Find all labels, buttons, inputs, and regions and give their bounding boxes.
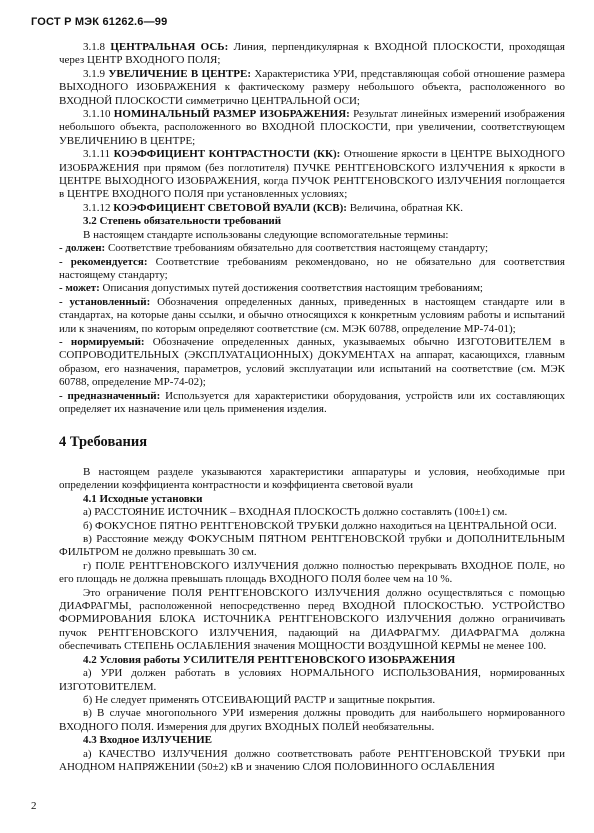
list-item: б) Не следует применять ОТСЕИВАЮЩИЙ РАСТР и защитные покрытия.: [83, 693, 436, 706]
list-item: в) В случае многопольного УРИ измерения должны проводить для наибольшего нормированного ВХОДНОГО ПОЛЯ. Измерения для других ВХОДНЫХ ПОЛЕЙ необязательны.: [59, 707, 565, 733]
definition-3-1-9: 3.1.9 УВЕЛИЧЕНИЕ В ЦЕНТРЕ: Характеристика УРИ, представляющая собой отношение размера ВЫХОДНОГО ИЗОБРАЖЕНИЯ к фактическому размеру небольшого объекта, расположенного во ВХОДНОЙ ПЛОСКОСТИ симметрично ЦЕНТРАЛЬНОЙ ОСИ;: [59, 67, 565, 107]
page-number: 2: [31, 800, 37, 812]
section-4-2-heading: 4.2 Условия работы УСИЛИТЕЛЯ РЕНТГЕНОВСКОГО ИЗОБРАЖЕНИЯ: [83, 653, 456, 666]
definitions-block: [59, 41, 565, 416]
list-item: г) ПОЛЕ РЕНТГЕНОВСКОГО ИЗЛУЧЕНИЯ должно полностью перекрывать ВХОДНОЕ ПОЛЕ, но его площадь не должна превышать площадь ВХОДНОГО ПОЛЯ более чем на 10 %.: [59, 559, 565, 586]
term-item: - установленный: Обозначения определенных данных, приведенных в настоящем стандарте или в стандартах, на которые даны ссылки, и обычно относящихся к конкретным условиям работы и испытаний или к значениям, по которым определяют соответствие (см. МЭК 60788, определение МР-74-01);: [59, 295, 565, 335]
section-3-2-intro: В настоящем стандарте использованы следующие вспомогательные термины:: [83, 228, 449, 241]
section-4-heading: 4 Требования: [59, 434, 148, 450]
section-3-2-heading: 3.2 Степень обязательности требований: [83, 215, 282, 228]
term-item: - может: Описания допустимых путей достижения соответствия настоящим требованиям;: [59, 282, 483, 295]
list-item: а) РАССТОЯНИЕ ИСТОЧНИК – ВХОДНАЯ ПЛОСКОСТЬ должно составлять (100±1) см.: [83, 506, 508, 519]
term-item: - нормируемый: Обозначение определенных данных, указываемых обычно ИЗГОТОВИТЕЛЕМ в СОПРОВОДИТЕЛЬНЫХ (ЭКСПЛУАТАЦИОННЫХ) ДОКУМЕНТАХ на аппарат, касающихся, главным образом, его назначения, параметров, условий эксплуатации или испытаний на соответствие (см. МЭК 60788, определение МР-74-02);: [59, 335, 565, 389]
page-header: ГОСТ Р МЭК 61262.6—99: [31, 16, 168, 28]
definition-3-1-11: 3.1.11 КОЭФФИЦИЕНТ КОНТРАСТНОСТИ (КК): Отношение яркости в ЦЕНТРЕ ВЫХОДНОГО ИЗОБРАЖЕНИЯ при прямом (без поглотителя) ПУЧКЕ РЕНТГЕНОВСКОГО ИЗЛУЧЕНИЯ к яркости в ЦЕНТРЕ ВЫХОДНОГО ИЗОБРАЖЕНИЯ, когда ПУЧОК РЕНТГЕНОВСКОГО ИЗЛУЧЕНИЯ поглощается в ЦЕНТРЕ ВХОДНОГО ПОЛЯ при установленных условиях;: [59, 148, 566, 201]
term-item: - предназначенный: Используется для характеристики оборудования, устройств или их составляющих определяет их назначение или цель применения изделия.: [59, 389, 565, 415]
note-paragraph: Это ограничение ПОЛЯ РЕНТГЕНОВСКОГО ИЗЛУЧЕНИЯ должно осуществляться с помощью ДИАФРАГМЫ, расположенной непосредственно перед ВХОДНОЙ ПЛОСКОСТЬЮ. УСТРОЙСТВО ФОРМИРОВАНИЯ БЛОКА ИСТОЧНИКА РЕНТГЕНОВСКОГО ИЗЛУЧЕНИЯ должно ограничивать пучок РЕНТГЕНОВСКОГО ИЗЛУЧЕНИЯ, падающий на ДИАФРАГМУ. ДИАФРАГМА должна обеспечивать СТЕПЕНЬ ОСЛАБЛЕНИЯ значения МОЩНОСТИ ВОЗДУШНОЙ КЕРМЫ не менее 100.: [59, 586, 565, 653]
list-item: в) Расстояние между ФОКУСНЫМ ПЯТНОМ РЕНТГЕНОВСКОЙ трубки и ДОПОЛНИТЕЛЬНЫМ ФИЛЬТРОМ не должно превышать 30 см.: [59, 533, 565, 559]
term-item: - должен: Соответствие требованиям обязательно для соответствия настоящему стандарту;: [59, 242, 489, 255]
section-4-body: [59, 466, 565, 774]
definition-3-1-12: 3.1.12 КОЭФФИЦИЕНТ СВЕТОВОЙ ВУАЛИ (КСВ): Величина, обратная КК.: [83, 201, 464, 214]
section-4-1-heading: 4.1 Исходные установки: [83, 492, 203, 505]
list-item: а) УРИ должен работать в условиях НОРМАЛЬНОГО ИСПОЛЬЗОВАНИЯ, нормированных ИЗГОТОВИТЕЛЕМ.: [59, 667, 565, 693]
section-4-3-heading: 4.3 Входное ИЗЛУЧЕНИЕ: [83, 734, 212, 747]
list-item: а) КАЧЕСТВО ИЗЛУЧЕНИЯ должно соответствовать работе РЕНТГЕНОВСКОЙ ТРУБКИ при АНОДНОМ НАПРЯЖЕНИИ (50±2) кВ и значению СЛОЯ ПОЛОВИННОГО ОСЛАБЛЕНИЯ: [59, 747, 565, 773]
term-item: - рекомендуется: Соответствие требованиям рекомендовано, но не обязательно для соответствия настоящему стандарту;: [59, 255, 565, 281]
definition-3-1-10: 3.1.10 НОМИНАЛЬНЫЙ РАЗМЕР ИЗОБРАЖЕНИЯ: Результат линейных измерений изображения небольшого объекта, расположенного во ВХОДНОЙ ПЛОСКОСТИ, при увеличении, соответствующем УВЕЛИЧЕНИЮ В ЦЕНТРЕ;: [59, 108, 565, 147]
section-4-intro: В настоящем разделе указываются характеристики аппаратуры и условия, необходимые при определении коэффициента контрастности и коэффициента световой вуали: [59, 466, 565, 492]
list-item: б) ФОКУСНОЕ ПЯТНО РЕНТГЕНОВСКОЙ ТРУБКИ должно находиться на ЦЕНТРАЛЬНОЙ ОСИ.: [83, 519, 557, 532]
definition-3-1-8: 3.1.8 ЦЕНТРАЛЬНАЯ ОСЬ: Линия, перпендикулярная к ВХОДНОЙ ПЛОСКОСТИ, проходящая через ЦЕНТР ВХОДНОГО ПОЛЯ;: [59, 41, 565, 67]
